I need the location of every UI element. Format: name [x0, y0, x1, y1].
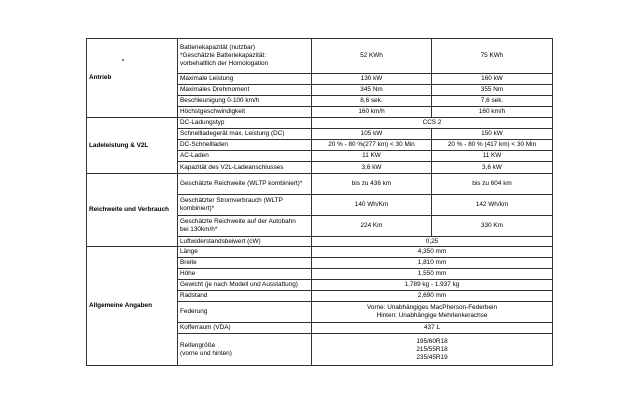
spec-label-line: (vorne und hinten) — [180, 349, 232, 357]
spec-value-52kwh: 11 KW — [312, 151, 432, 162]
spec-label-line: Luftwiderstandsbeiwert (cW) — [180, 237, 261, 245]
table-row — [87, 39, 553, 74]
spec-label — [178, 291, 312, 302]
spec-label — [178, 85, 312, 96]
table-row — [87, 247, 553, 258]
spec-value-line: Vorne: Unabhängiges MacPherson-Federbein — [366, 304, 498, 311]
spec-label — [178, 174, 312, 195]
spec-label-line: Höchstgeschwindigkeit — [180, 108, 246, 115]
spec-value-merged: CCS 2 — [312, 118, 553, 129]
spec-label-line: *Geschätzte Batteriekapazität: — [180, 52, 266, 59]
spec-value-52kwh: 140 Wh/Km — [312, 195, 432, 216]
spec-label-line: Geschätzte Reichweite auf der Autobahn — [180, 218, 296, 225]
spec-label — [178, 302, 312, 323]
section-title: Reichweite und Verbrauch — [87, 174, 178, 247]
spec-label — [178, 195, 312, 216]
spec-label-line: Breite — [180, 259, 197, 266]
spec-label-line: Maximale Leistung — [180, 75, 234, 82]
spec-label — [178, 216, 312, 237]
spec-label-line: Schnellladegerät max. Leistung (DC) — [180, 130, 285, 137]
spec-value-75kwh: 330 Km — [432, 216, 553, 237]
spec-value-52kwh: 130 kW — [312, 74, 432, 85]
spec-label-line: kombiniert)* — [180, 205, 215, 212]
spec-label-line: Kapazität des V2L-Ladeanschlusses — [180, 163, 284, 171]
spec-label — [178, 39, 312, 74]
spec-value-line: 215/55R18 — [416, 345, 448, 353]
spec-label — [178, 107, 312, 118]
section-title: Ladeleistung & V2L — [87, 118, 178, 174]
spec-label-line: vorbehaltlich der Homologation — [180, 60, 269, 67]
spec-label-line: Höhe — [180, 270, 196, 277]
spec-value-line: 195/60R18 — [416, 337, 448, 345]
spec-value-75kwh: 160 kW — [432, 74, 553, 85]
spec-label-line: Geschätzter Stromverbrauch (WLTP — [180, 197, 283, 204]
spec-value-75kwh: 75 KWh — [432, 39, 553, 74]
spec-value-merged: 1,810 mm — [312, 258, 553, 269]
spec-value-merged — [312, 334, 553, 366]
spec-value-75kwh: bis zu 604 km — [432, 174, 553, 195]
spec-value-75kwh: 20 % - 80 % (417 km) < 30 Min — [432, 140, 553, 151]
spec-value-52kwh: 224 Km — [312, 216, 432, 237]
spec-label — [178, 96, 312, 107]
spec-value-75kwh: 3,6 kW — [432, 162, 553, 174]
table-row — [87, 174, 553, 195]
spec-value-75kwh: 7,6 sek. — [432, 96, 553, 107]
spec-value-line: Hinten: Unabhängige Mehrlenkerachse — [376, 312, 488, 319]
spec-value-line: 235/45R19 — [416, 353, 448, 361]
spec-label-line: bei 130km/h* — [180, 226, 218, 233]
spec-value-merged: 1,550 mm — [312, 269, 553, 280]
spec-label — [178, 280, 312, 291]
spec-label — [178, 162, 312, 174]
spec-label — [178, 247, 312, 258]
spec-value-merged — [312, 302, 553, 323]
spec-label-line: Gewicht (je nach Modell und Ausstattung) — [180, 281, 298, 288]
spec-value-merged: 2,690 mm — [312, 291, 553, 302]
spec-label — [178, 74, 312, 85]
spec-label-line: Maximales Drehmoment — [180, 86, 250, 93]
spec-value-75kwh: 11 KW — [432, 151, 553, 162]
spec-label-line: DC-Schnellladen — [180, 141, 228, 148]
spec-label — [178, 334, 312, 366]
spec-label-line: Beschleunigung 0-100 km/h — [180, 97, 260, 104]
table-row — [87, 118, 553, 129]
spec-value-merged: 0,25 — [312, 237, 553, 247]
spec-value-52kwh: 52 KWh — [312, 39, 432, 74]
spec-label — [178, 269, 312, 280]
spec-label — [178, 258, 312, 269]
section-title: Allgemeine Angaben — [87, 247, 178, 366]
spec-label — [178, 151, 312, 162]
spec-value-75kwh: 160 km/h — [432, 107, 553, 118]
spec-value-52kwh: 20 % - 80 %(277 km) < 30 Min — [312, 140, 432, 151]
spec-value-52kwh: 3,6 kW — [312, 162, 432, 174]
spec-label-line: Reifengröße — [180, 341, 216, 349]
section-title: Antrieb — [87, 39, 178, 118]
spec-value-52kwh: 160 km/h — [312, 107, 432, 118]
spec-value-75kwh: 150 kW — [432, 129, 553, 140]
spec-label — [178, 237, 312, 247]
spec-label — [178, 140, 312, 151]
spec-value-merged: 1.789 kg - 1.937 kg — [312, 280, 553, 291]
spec-label-line: AC-Laden — [180, 152, 209, 159]
spec-value-52kwh: 8,6 sek. — [312, 96, 432, 107]
spec-value-52kwh: 105 kW — [312, 129, 432, 140]
spec-value-52kwh: 345 Nm — [312, 85, 432, 96]
spec-label-line: DC-Ladungstyp — [180, 119, 225, 126]
spec-label — [178, 129, 312, 140]
spec-label-line: Radstand — [180, 292, 208, 299]
spec-value-75kwh: 142 Wh/km — [432, 195, 553, 216]
specifications-table — [86, 38, 553, 366]
spec-label-line: Länge — [180, 248, 198, 255]
spec-label-line: Batteriekapazität (nutzbar) — [180, 44, 255, 51]
spec-value-merged: 4,350 mm — [312, 247, 553, 258]
spec-label-line: Geschätzte Reichweite (WLTP kombiniert)* — [180, 180, 303, 187]
spec-value-75kwh: 355 Nm — [432, 85, 553, 96]
spec-value-merged: 437 L — [312, 323, 553, 334]
spec-label — [178, 118, 312, 129]
spec-label-line: Kofferraum (VDA) — [180, 324, 231, 331]
spec-value-52kwh: bis zu 436 km — [312, 174, 432, 195]
spec-label — [178, 323, 312, 334]
spec-label-line: Federung — [180, 308, 208, 315]
